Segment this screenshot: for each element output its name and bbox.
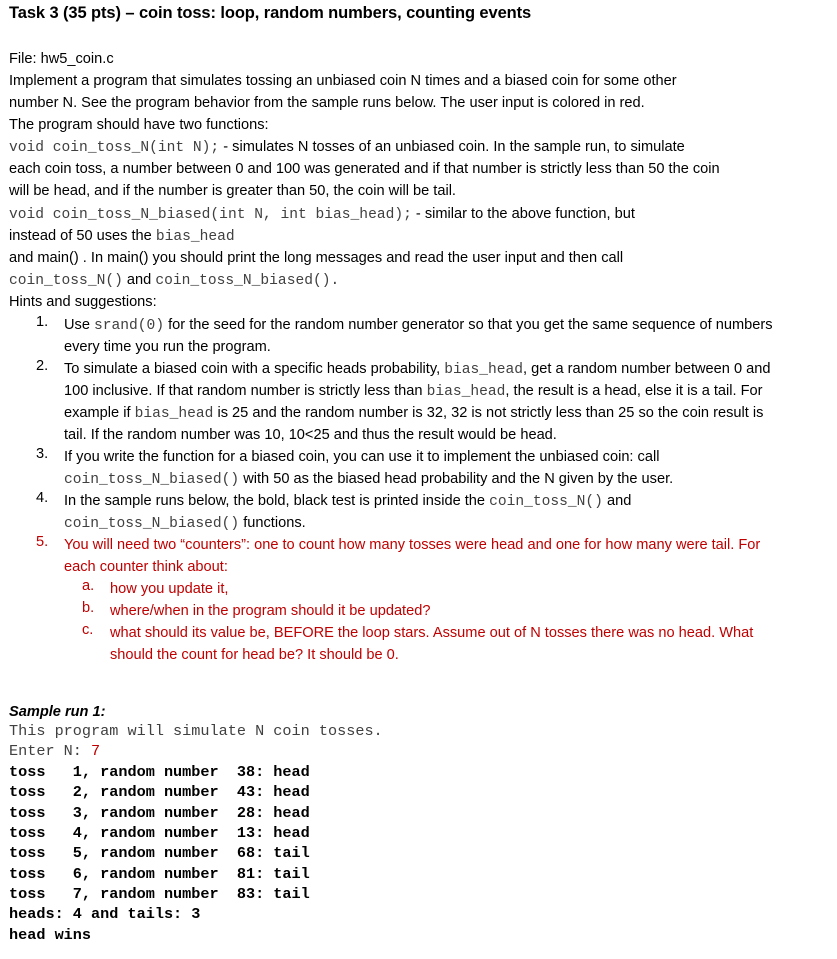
intro-line-3: The program should have two functions: <box>9 117 269 133</box>
hint-5-line-1: You will need two “counters”: one to count how many tosses were head and one for how many were tail. For <box>64 537 761 553</box>
fn2-line <box>9 203 635 226</box>
fn2-signature: void coin_toss_N_biased(int N, int bias_head); <box>9 207 412 223</box>
run-prompt: Enter N: 7 <box>9 742 101 760</box>
fn1-line-2: each coin toss, a number between 0 and 100 was generated and if that number is strictly less than 50 the coin <box>9 161 720 177</box>
hint-1-line-1: Use srand(0) for the seed for the random number generator so that you get the same sequence of numbers <box>64 317 773 334</box>
hint-2-number: 2. <box>36 358 49 374</box>
hint-3-line-2: coin_toss_N_biased() with 50 as the biased head probability and the N given by the user. <box>64 471 674 488</box>
fn1-signature: void coin_toss_N(int N); <box>9 140 220 156</box>
run-summary: heads: 4 and tails: 3 <box>9 905 201 923</box>
hint-1-number: 1. <box>36 314 49 330</box>
hint-2-line-3: example if bias_head is 25 and the random number is 32, 32 is not strictly less than 25 so the coin result is <box>64 405 764 422</box>
toss-row: toss 7, random number 83: tail <box>9 885 310 903</box>
hint-4-line-1: In the sample runs below, the bold, black test is printed inside the coin_toss_N() and <box>64 493 632 510</box>
intro-line-2: number N. See the program behavior from the sample runs below. The user input is colored in red. <box>9 95 645 111</box>
hint-4-number: 4. <box>36 490 49 506</box>
toss-row: toss 3, random number 28: head <box>9 804 310 822</box>
main-code-2: coin_toss_N_biased(). <box>155 273 340 289</box>
main-line-1: and main() . In main() you should print the long messages and read the user input and then call <box>9 250 624 266</box>
toss-row: toss 4, random number 13: head <box>9 824 310 842</box>
toss-row: toss 6, random number 81: tail <box>9 865 310 883</box>
main-mid: and <box>122 272 156 288</box>
toss-row: toss 5, random number 68: tail <box>9 844 310 862</box>
run-result: head wins <box>9 926 92 944</box>
hint-4-line-2: coin_toss_N_biased() functions. <box>64 515 306 532</box>
hint-3-line-1: If you write the function for a biased coin, you can use it to implement the unbiased coin: call <box>64 449 660 465</box>
hints-title: Hints and suggestions: <box>9 294 157 310</box>
user-input: 7 <box>91 742 101 760</box>
run-intro: This program will simulate N coin tosses. <box>9 722 383 740</box>
fn2-line-2 <box>9 225 235 248</box>
intro-line-1: Implement a program that simulates tossing an unbiased coin N times and a biased coin for some other <box>9 73 677 89</box>
toss-row: toss 1, random number 38: head <box>9 763 310 781</box>
hint-2-line-2: 100 inclusive. If that random number is strictly less than bias_head, the result is a head, else it is a tail. For <box>64 383 763 400</box>
toss-row: toss 2, random number 43: head <box>9 783 310 801</box>
fn2-line2-code: bias_head <box>155 229 235 245</box>
main-code-1: coin_toss_N() <box>9 273 123 289</box>
file-line: File: hw5_coin.c <box>9 51 114 67</box>
fn1-line-3: will be head, and if the number is greater than 50, the coin will be tail. <box>9 183 456 199</box>
sample-run-title: Sample run 1: <box>9 704 106 720</box>
srand-code: srand(0) <box>94 318 165 334</box>
fn2-desc: - similar to the above function, but <box>411 206 635 222</box>
fn1-desc: - simulates N tosses of an unbiased coin. In the sample run, to simulate <box>219 139 685 155</box>
hint-3-number: 3. <box>36 446 49 462</box>
hint-2-line-4: tail. If the random number was 10, 10<25 and thus the result would be head. <box>64 427 557 443</box>
main-line-2 <box>9 269 339 292</box>
hint-1-line-2: every time you run the program. <box>64 339 271 355</box>
task-title: Task 3 (35 pts) – coin toss: loop, random numbers, counting events <box>9 4 532 22</box>
hint-2-line-1: To simulate a biased coin with a specific heads probability, bias_head, get a random number between 0 and <box>64 361 771 378</box>
hint-5-number: 5. <box>36 534 49 550</box>
fn2-line2-text: instead of 50 uses the <box>9 228 156 244</box>
hint-5-line-2: each counter think about: <box>64 559 228 575</box>
bias-head-code: bias_head <box>444 362 524 378</box>
fn1-line <box>9 136 685 159</box>
